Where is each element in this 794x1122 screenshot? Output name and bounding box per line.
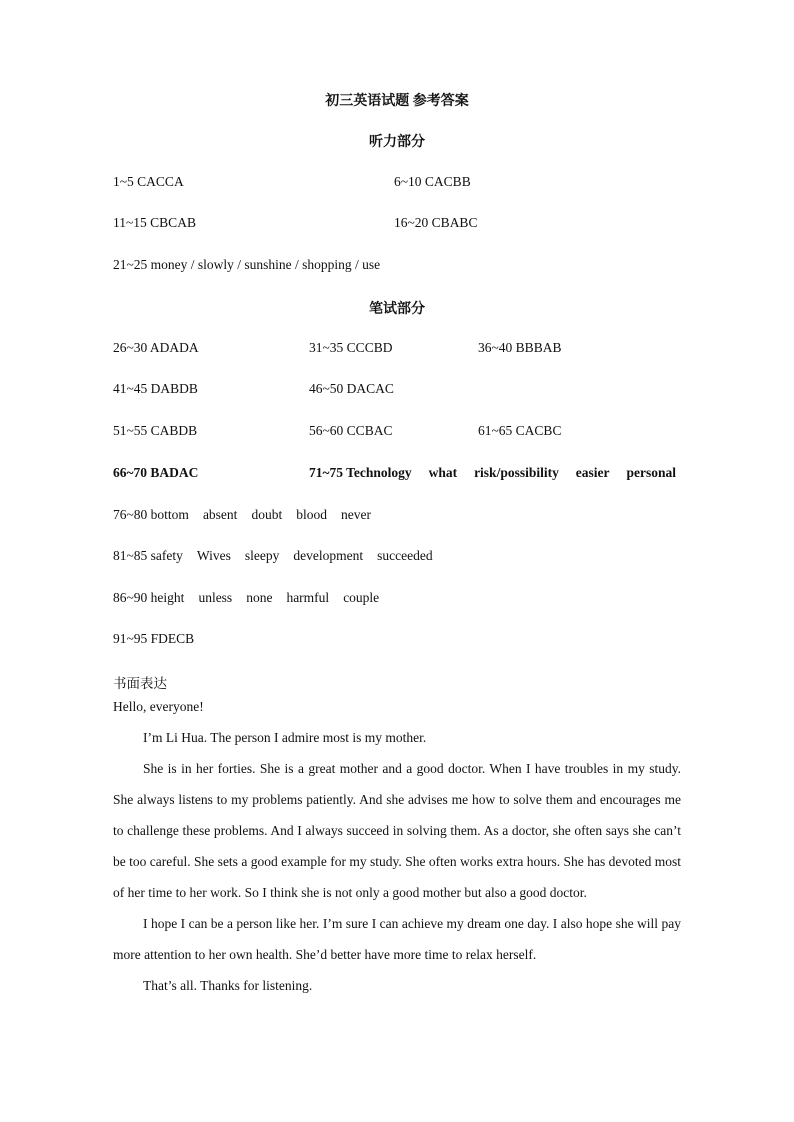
- answer-word: sleepy: [244, 548, 280, 563]
- written-answers-56-60: 56~60 CCBAC: [309, 423, 393, 438]
- answer-word: 81~85 safety: [113, 548, 183, 563]
- written-heading: 笔试部分: [369, 302, 425, 317]
- listening-answers-6-10: 6~10 CACBB: [394, 174, 471, 189]
- written-answers-51-55: 51~55 CABDB: [113, 423, 198, 438]
- written-answers-81-85: [113, 548, 447, 564]
- written-answers-71-75: [309, 465, 676, 481]
- essay-paragraph: That’s all. Thanks for listening.: [143, 978, 313, 993]
- answer-word: development: [293, 548, 364, 563]
- answer-word: absent: [202, 507, 238, 522]
- essay-heading: 书面表达: [113, 676, 167, 691]
- written-answers-36-40: 36~40 BBBAB: [478, 340, 562, 355]
- essay-paragraph: I’m Li Hua. The person I admire most is my mother.: [143, 730, 427, 745]
- answer-word: what: [428, 465, 458, 480]
- essay-body: [113, 722, 681, 1001]
- essay-paragraph: She is in her forties. She is a great mother and a good doctor. When I have troubles in my study. She always listens to my problems patiently. And she advises me how to solve them and encourages me to challenge these problems. And I always succeed in solving them. As a doctor, she often says she can’t be too careful. She sets a good example for my study. She often works extra hours. She has devoted most of her time to her work. So I think she is not only a good mother but also a good doctor.: [113, 761, 681, 900]
- answer-word: personal: [626, 465, 676, 480]
- answer-word: harmful: [286, 590, 330, 605]
- answer-word: none: [246, 590, 273, 605]
- answer-word: risk/possibility: [474, 465, 559, 480]
- answer-word: Wives: [196, 548, 231, 563]
- written-answers-61-65: 61~65 CACBC: [478, 423, 562, 438]
- listening-heading: 听力部分: [369, 135, 425, 150]
- answer-word: 76~80 bottom: [113, 507, 189, 522]
- answer-word: succeeded: [377, 548, 433, 563]
- written-answers-46-50: 46~50 DACAC: [309, 381, 394, 396]
- written-answers-41-45: 41~45 DABDB: [113, 381, 198, 396]
- answer-word: couple: [343, 590, 380, 605]
- answer-word: never: [340, 507, 371, 522]
- answer-word: easier: [575, 465, 610, 480]
- answer-word: doubt: [251, 507, 283, 522]
- essay-paragraph: I hope I can be a person like her. I’m sure I can achieve my dream one day. I also hope she will pay more attention to her own health. She’d better have more time to relax herself.: [113, 916, 681, 962]
- listening-answers-11-15: 11~15 CBCAB: [113, 215, 196, 230]
- listening-answers-16-20: 16~20 CBABC: [394, 215, 478, 230]
- essay-greeting: Hello, everyone!: [113, 699, 204, 714]
- written-answers-31-35: 31~35 CCCBD: [309, 340, 393, 355]
- answer-word: unless: [198, 590, 233, 605]
- listening-answers-21-25: 21~25 money / slowly / sunshine / shopping / use: [113, 257, 381, 272]
- written-answers-86-90: [113, 590, 393, 606]
- written-answers-91-95: 91~95 FDECB: [113, 631, 195, 646]
- page-title: 初三英语试题 参考答案: [325, 94, 469, 109]
- answer-word: 71~75 Technology: [309, 465, 412, 480]
- written-answers-26-30: 26~30 ADADA: [113, 340, 199, 355]
- answer-word: blood: [296, 507, 327, 522]
- written-answers-66-70: 66~70 BADAC: [113, 465, 199, 480]
- answer-word: 86~90 height: [113, 590, 185, 605]
- listening-answers-1-5: 1~5 CACCA: [113, 174, 184, 189]
- written-answers-76-80: [113, 507, 385, 523]
